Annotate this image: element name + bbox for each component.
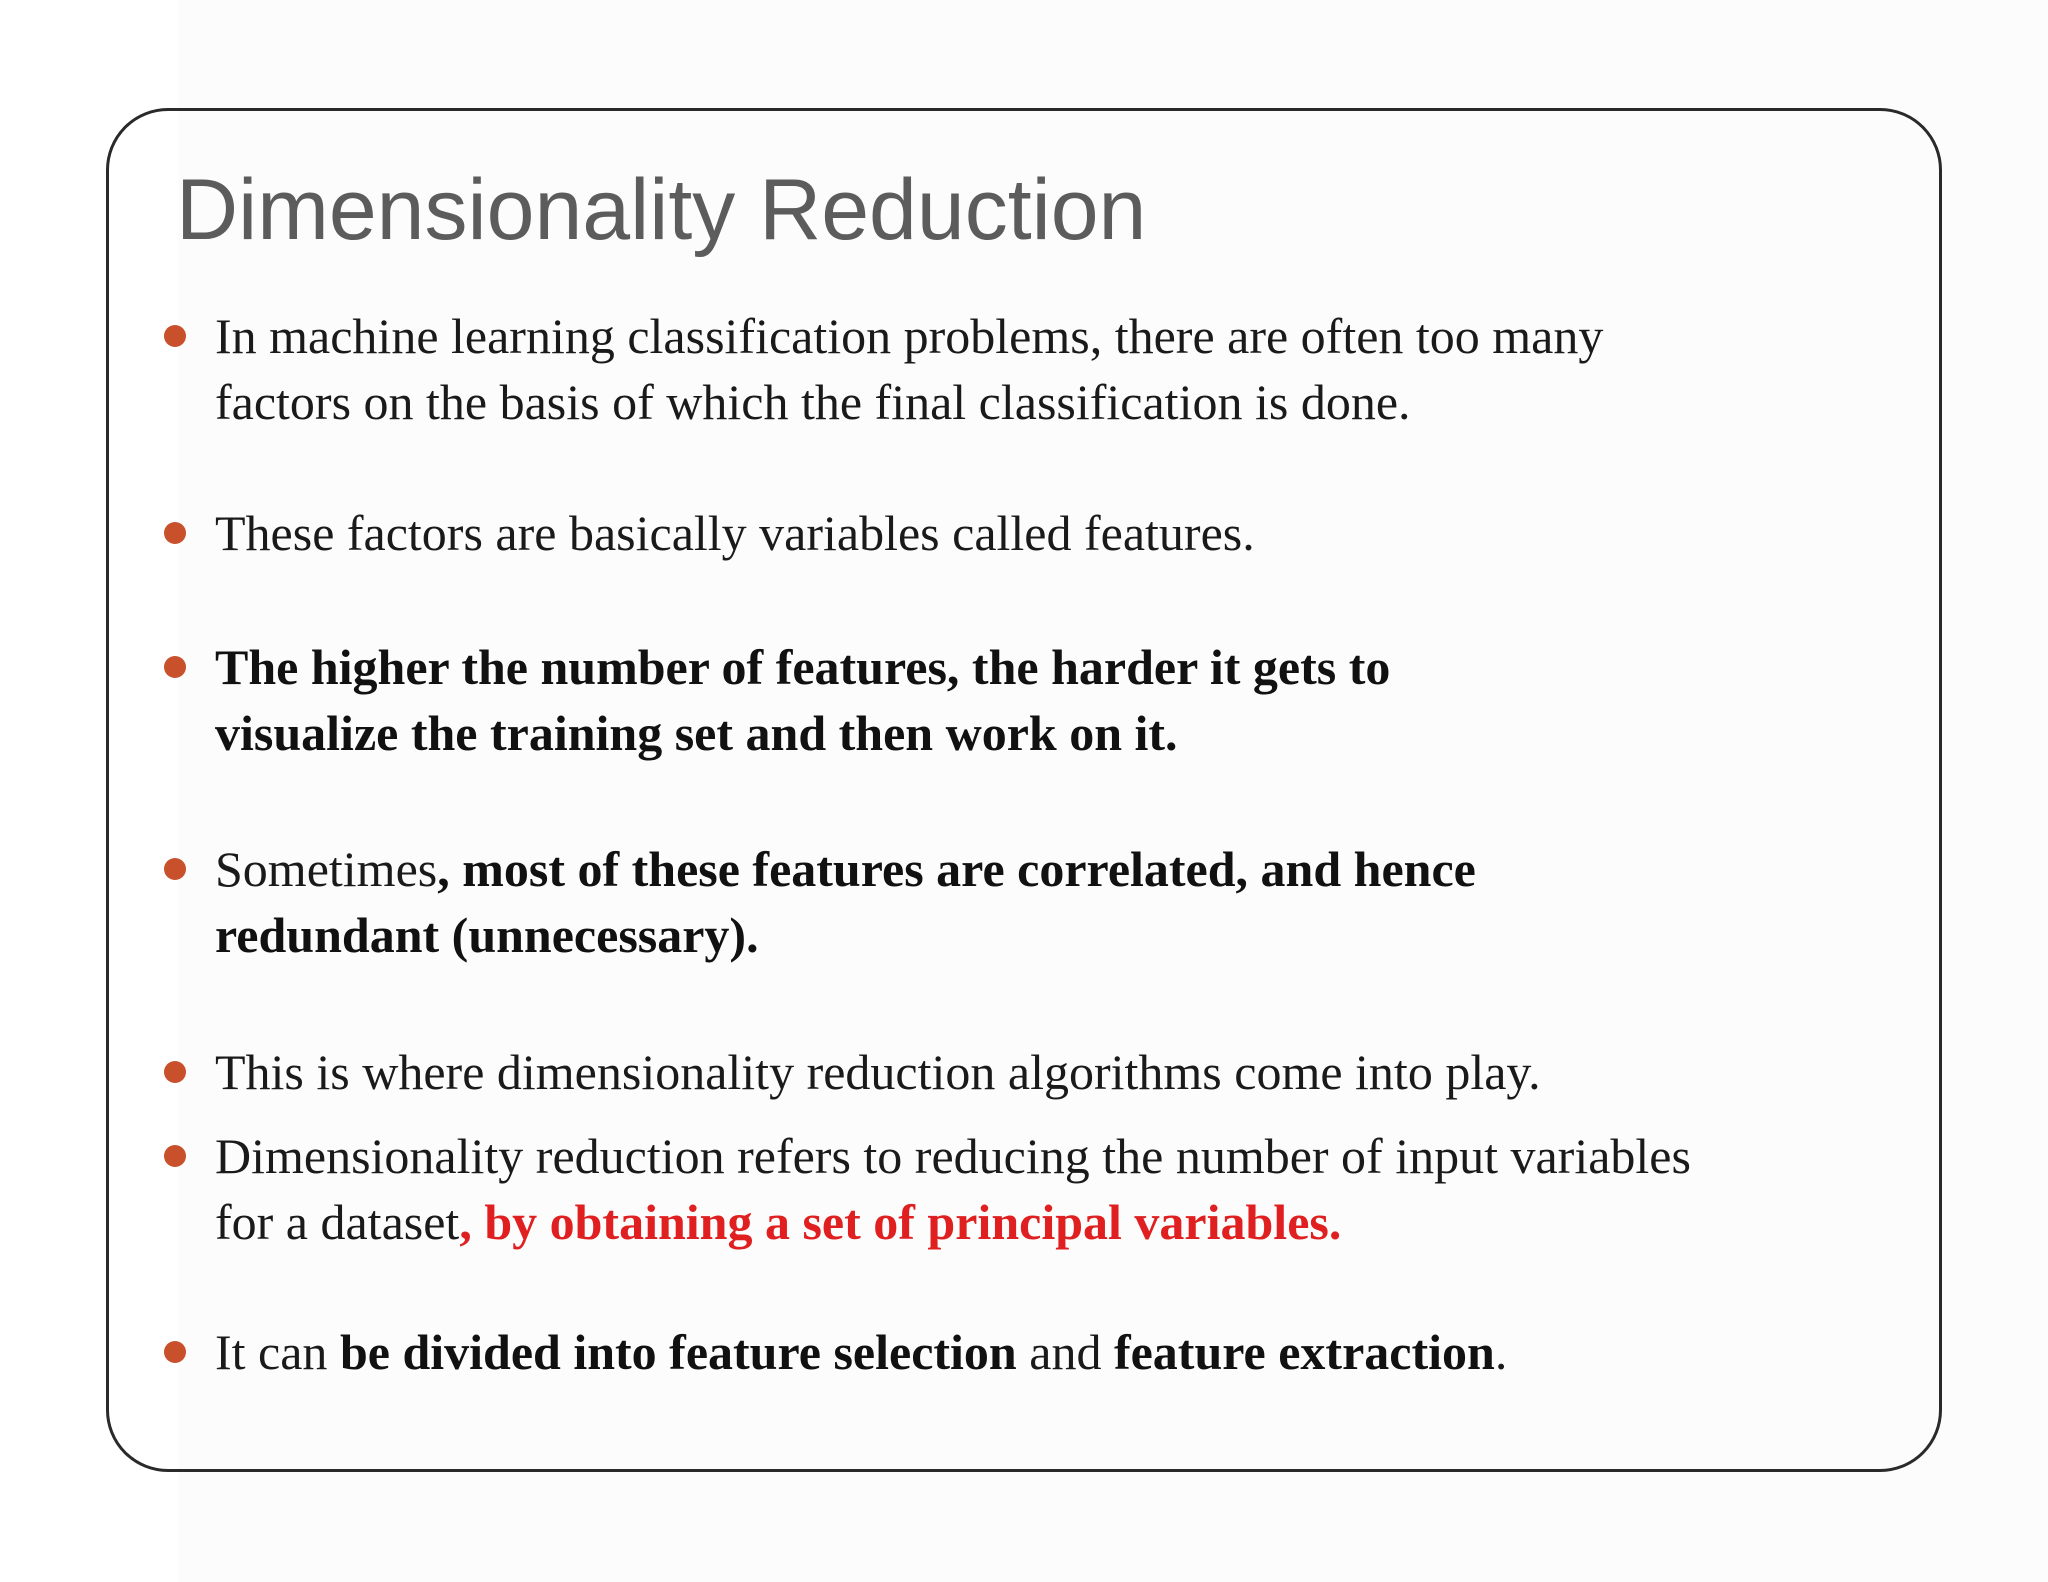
slide-title: Dimensionality Reduction bbox=[176, 162, 1147, 258]
bullet-7-part-5: . bbox=[1494, 1324, 1508, 1380]
bullet-marker bbox=[164, 656, 186, 678]
bullet-marker bbox=[164, 1061, 186, 1083]
bullet-item-5 bbox=[215, 1039, 1541, 1105]
bullet-item-3 bbox=[215, 634, 1390, 766]
bullet-marker bbox=[164, 1145, 186, 1167]
bullet-item-1 bbox=[215, 303, 1603, 435]
bullet-4-line-1 bbox=[215, 836, 1476, 902]
bullet-7-part-1: It can bbox=[215, 1324, 340, 1380]
bullet-6-line-1: Dimensionality reduction refers to reducing the number of input variables bbox=[215, 1128, 1691, 1184]
bullet-4-plain-text: Sometimes bbox=[215, 841, 438, 897]
bullet-1-line-1: In machine learning classification problems, there are often too many bbox=[215, 308, 1604, 364]
bullet-marker bbox=[164, 1341, 186, 1363]
bullet-5-line-1: This is where dimensionality reduction algorithms come into play. bbox=[215, 1044, 1541, 1100]
bullet-item-6 bbox=[215, 1123, 1691, 1255]
bullet-7-line-1 bbox=[215, 1319, 1507, 1385]
bullet-marker bbox=[164, 325, 186, 347]
bullet-7-bold-2: feature extraction bbox=[1113, 1324, 1495, 1380]
bullet-6-red-text: , by obtaining a set of principal variables. bbox=[459, 1194, 1342, 1250]
bullet-6-line-2 bbox=[215, 1189, 1691, 1255]
bullet-7-part-3: and bbox=[1016, 1324, 1114, 1380]
bullet-item-4 bbox=[215, 836, 1476, 968]
bullet-6-plain-text: for a dataset bbox=[215, 1194, 460, 1250]
bullet-4-bold-text: , most of these features are correlated, and hence bbox=[437, 841, 1476, 897]
bullet-3-line-2: visualize the training set and then work on it. bbox=[215, 705, 1178, 761]
bullet-1-line-2: factors on the basis of which the final classification is done. bbox=[215, 374, 1411, 430]
bullet-4-line-2: redundant (unnecessary). bbox=[215, 907, 759, 963]
bullet-2-line-1: These factors are basically variables called features. bbox=[215, 505, 1255, 561]
bullet-marker bbox=[164, 522, 186, 544]
bullet-3-line-1: The higher the number of features, the harder it gets to bbox=[215, 639, 1391, 695]
bullet-7-bold-1: be divided into feature selection bbox=[339, 1324, 1017, 1380]
bullet-item-7 bbox=[215, 1319, 1507, 1385]
bullet-marker bbox=[164, 858, 186, 880]
bullet-item-2 bbox=[215, 500, 1255, 566]
